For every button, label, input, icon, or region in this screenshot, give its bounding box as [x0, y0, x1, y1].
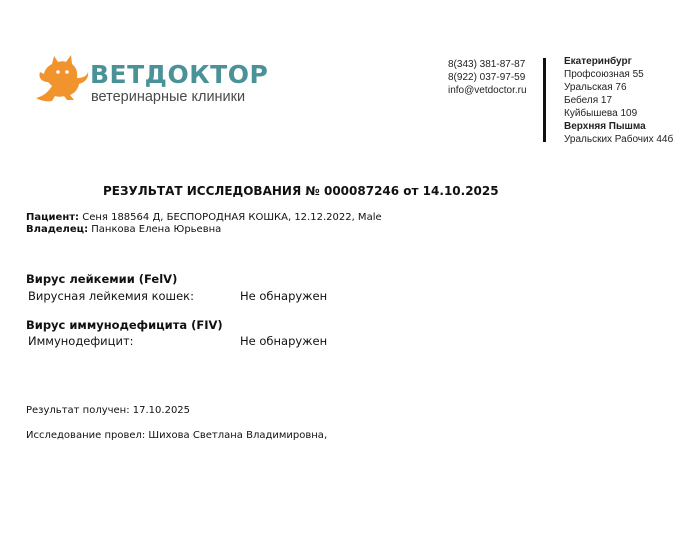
- brand-logo: [30, 52, 270, 108]
- test-label-felv: Вирусная лейкемия кошек:: [28, 289, 194, 303]
- test-label-fiv: Иммунодефицит:: [28, 334, 134, 348]
- owner-line: [26, 224, 382, 236]
- address: Уральская 76: [564, 82, 627, 93]
- performed-by: Исследование провел: Шихова Светлана Владимировна,: [26, 430, 328, 441]
- header-divider: [543, 58, 546, 142]
- section-title-fiv: Вирус иммунодефицита (FIV): [26, 318, 223, 332]
- address: Уральских Рабочих 44б: [564, 134, 674, 145]
- section-title-felv: Вирус лейкемии (FelV): [26, 272, 178, 286]
- patient-info: [26, 212, 382, 236]
- address: Профсоюзная 55: [564, 69, 644, 80]
- brand-tagline: ветеринарные клиники: [91, 89, 246, 105]
- city-name: Екатеринбург: [564, 56, 632, 67]
- result-received: Результат получен: 17.10.2025: [26, 405, 191, 416]
- city-name: Верхняя Пышма: [564, 121, 646, 132]
- phone-2: 8(922) 037-97-59: [448, 72, 526, 83]
- test-result-fiv: Не обнаружен: [240, 334, 328, 348]
- report-title: РЕЗУЛЬТАТ ИССЛЕДОВАНИЯ № 000087246 от 14.10.2025: [103, 184, 499, 198]
- patient-line: [26, 212, 382, 224]
- patient-value: Сеня 188564 Д, БЕСПОРОДНАЯ КОШКА, 12.12.2022, Male: [82, 212, 382, 223]
- brand-name: ВЕТДОКТОР: [90, 60, 269, 89]
- email: info@vetdoctor.ru: [448, 85, 527, 96]
- orange-cat-icon: [30, 52, 90, 104]
- patient-label: Пациент:: [26, 212, 80, 223]
- test-result-felv: Не обнаружен: [240, 289, 328, 303]
- address: Бебеля 17: [564, 95, 613, 106]
- address: Куйбышева 109: [564, 108, 638, 119]
- contacts-block: [448, 58, 527, 97]
- phone-1: 8(343) 381-87-87: [448, 59, 526, 70]
- owner-value: Панкова Елена Юрьевна: [91, 224, 222, 235]
- addresses-block: [564, 55, 673, 146]
- owner-label: Владелец:: [26, 224, 89, 235]
